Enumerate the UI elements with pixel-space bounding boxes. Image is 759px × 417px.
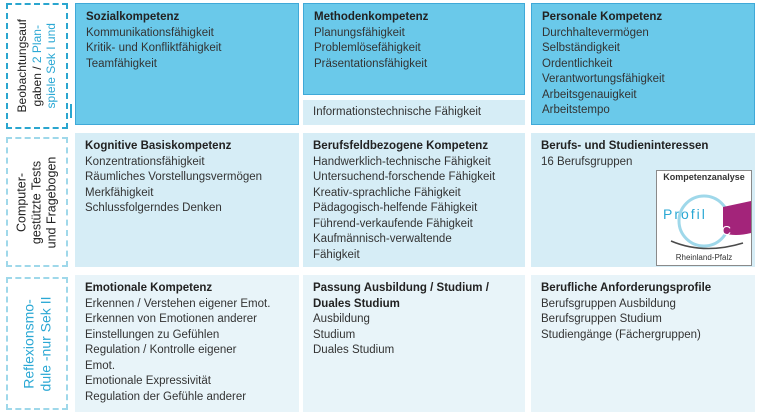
cell-item: Untersuchend-forschende Fähigkeit xyxy=(313,171,496,183)
cell-title: Berufs- und Studieninteressen xyxy=(541,140,709,152)
cell-title: Berufsfeldbezogene Kompetenz xyxy=(313,140,489,152)
cell-title: Berufliche Anforderungsprofile xyxy=(541,282,712,294)
cell-item: Regulation / Kontrolle eigener xyxy=(85,344,237,356)
cell-item: Problemlösefähigkeit xyxy=(314,42,421,54)
cell-item: Konzentrationsfähigkeit xyxy=(85,155,205,168)
row-label-line: spiele Sek I und xyxy=(44,23,59,109)
cell-item: Berufsgruppen Ausbildung xyxy=(541,297,676,310)
row-label-line: gestützte Tests xyxy=(29,160,44,244)
cell-training-fit xyxy=(303,275,525,412)
cell-item: Merkfähigkeit xyxy=(85,186,154,199)
cell-item: Arbeitstempo xyxy=(542,104,610,116)
cell-item: Regulation der Gefühle anderer xyxy=(85,390,247,403)
cell-item: Fähigkeit xyxy=(313,248,360,261)
cell-item: Führend-verkaufende Fähigkeit xyxy=(313,217,473,230)
cell-personal-competence xyxy=(531,3,755,125)
row-label-line: Reflexionsmo- xyxy=(20,298,36,389)
cell-item: Durchhaltevermögen xyxy=(542,26,649,39)
cell-item: Emot. xyxy=(85,359,116,372)
cell-vocational-competence xyxy=(303,133,525,267)
cell-item: Einstellungen zu Gefühlen xyxy=(85,328,220,341)
cell-item: Kaufmännisch-verwaltende xyxy=(313,233,452,245)
cell-cognitive-competence xyxy=(75,133,299,267)
logo-word-ac: AC xyxy=(713,223,732,238)
cell-title: Kognitive Basiskompetenz xyxy=(85,140,232,152)
cell-emotional-competence xyxy=(75,275,299,412)
logo-header: Kompetenzanalyse xyxy=(663,172,745,182)
row-label-line: Beobachtungsauf xyxy=(15,19,30,113)
cell-item: Duales Studium xyxy=(313,344,395,356)
cell-title: Passung Ausbildung / Studium / xyxy=(313,282,489,294)
profil-ac-logo xyxy=(656,170,752,266)
cell-item: Kritik- und Konfliktfähigkeit xyxy=(86,42,222,54)
row-label-line: Computer- xyxy=(14,172,29,232)
cell-title: Duales Studium xyxy=(313,297,400,310)
cell-title: Personale Kompetenz xyxy=(542,11,663,23)
cell-title: Sozialkompetenz xyxy=(86,11,180,23)
logo-graphic xyxy=(657,171,751,265)
cell-social-competence xyxy=(75,3,299,125)
row-label-line: dule -nur Sek II xyxy=(37,296,53,391)
cell-item: Verantwortungsfähigkeit xyxy=(542,73,665,85)
cell-item: Erkennen / Verstehen eigener Emot. xyxy=(85,297,271,310)
cell-item: Arbeitsgenauigkeit xyxy=(542,88,637,101)
cell-title: Methodenkompetenz xyxy=(314,11,429,23)
cell-item: Handwerklich-technische Fähigkeit xyxy=(313,155,491,168)
cell-method-competence xyxy=(303,3,525,95)
row-label-reflection-modules xyxy=(6,277,68,410)
cell-item: Planungsfähigkeit xyxy=(314,26,405,39)
cell-item: Erkennen von Emotionen anderer xyxy=(85,313,257,325)
row-label-line: und Fragebogen xyxy=(44,156,59,248)
cell-item: Pädagogisch-helfende Fähigkeit xyxy=(313,202,478,214)
logo-word-profil: Profil xyxy=(663,206,707,222)
row-marker xyxy=(70,104,72,118)
cell-item: Räumliches Vorstellungsvermögen xyxy=(85,171,263,183)
cell-title: Emotionale Kompetenz xyxy=(85,282,213,294)
cell-item: Kreativ-sprachliche Fähigkeit xyxy=(313,186,461,199)
row-label-observation-tasks xyxy=(6,3,68,129)
cell-item: Kommunikationsfähigkeit xyxy=(86,26,214,39)
cell-item: Selbständigkeit xyxy=(542,42,620,54)
row-label-computer-tests xyxy=(6,137,68,267)
cell-item: Studium xyxy=(313,328,356,341)
row-label-line: gaben / 2 Plan- xyxy=(29,25,44,107)
cell-item: Berufsgruppen Studium xyxy=(541,313,662,325)
logo-footer: Rheinland-Pfalz xyxy=(675,253,733,262)
cell-it-skill xyxy=(303,100,525,125)
cell-item: Teamfähigkeit xyxy=(86,57,157,70)
cell-item: Studiengänge (Fächergruppen) xyxy=(541,328,701,341)
cell-item: Informationstechnische Fähigkeit xyxy=(313,106,482,118)
cell-item: Schlussfolgerndes Denken xyxy=(85,202,222,214)
cell-item: Emotionale Expressivität xyxy=(85,375,211,387)
cell-item: Ausbildung xyxy=(313,313,370,325)
cell-item: Präsentationsfähigkeit xyxy=(314,57,428,70)
cell-item: 16 Berufsgruppen xyxy=(541,155,633,168)
cell-job-requirement-profiles xyxy=(531,275,755,412)
cell-item: Ordentlichkeit xyxy=(542,57,613,70)
